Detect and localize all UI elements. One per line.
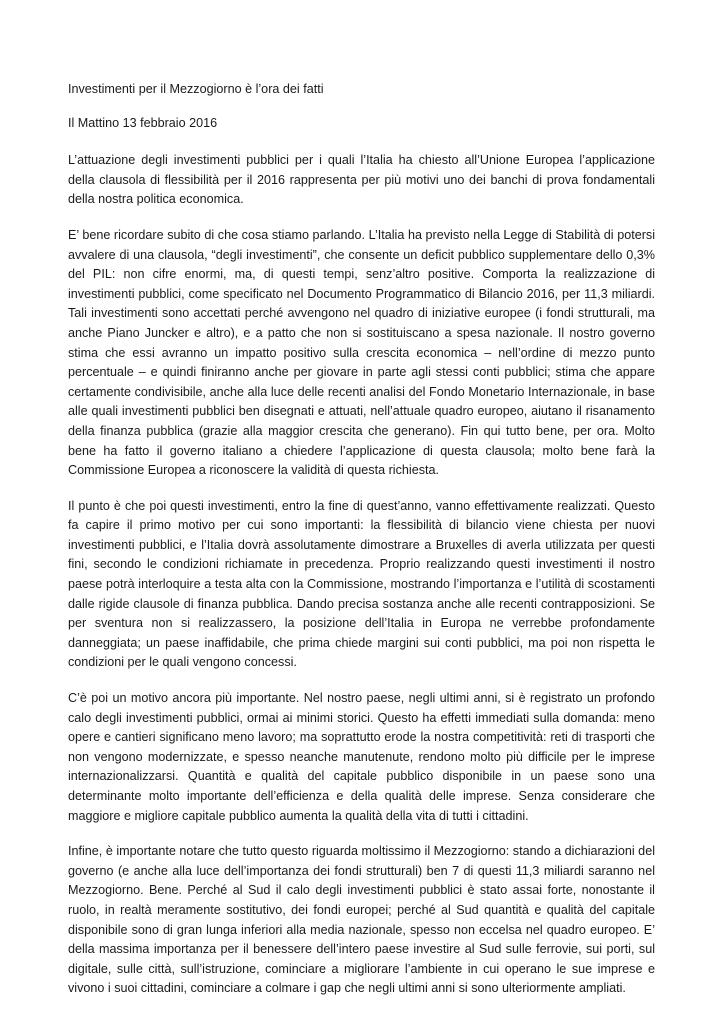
paragraph-3: Il punto è che poi questi investimenti, entro la fine di quest’anno, vanno effettivamente realizzati. Questo fa capire il primo motivo per cui sono importanti: la flessibilità di bilancio viene chiesta per nuovi investimenti pubblici, e l’Italia dovrà assolutamente dimostrare a Bruxelles di averla utilizzata per questi fini, secondo le condizioni richiamate in precedenza. Proprio realizzando questi investimenti il nostro paese potrà interloquire a testa alta con la Commissione, mostrando l’importanza e l’utilità di scostamenti dalle rigide clausole di finanza pubblica. Dando precisa sostanza anche alle recenti contrapposizioni. Se per sventura non si realizzassero, la posizione dell’Italia in Europa ne verrebbe profondamente danneggiata; un paese inaffidabile, che prima chiede margini sui conti pubblici, ma poi non rispetta le condizioni per le quali vengono concessi. <box>68 498 655 670</box>
article-title: Investimenti per il Mezzogiorno è l’ora dei fatti <box>68 82 324 96</box>
paragraph-2: E’ bene ricordare subito di che cosa stiamo parlando. L’Italia ha previsto nella Legge di Stabilità di potersi avvalere di una clausola, “degli investimenti”, che consente un deficit pubblico supplementare dello 0,3% del PIL: non cifre enormi, ma, di questi tempi, senz’altro positive. Comporta la realizzazione di investimenti pubblici, come specificato nel Documento Programmatico di Bilancio 2016, per 11,3 miliardi. Tali investimenti sono accettati perché avvengono nel quadro di iniziative europee (i fondi strutturali, ma anche Piano Juncker e altro), e a patto che non si sostituiscano a spesa nazionale. Il nostro governo stima che essi avranno un impatto positivo sulla crescita economica – nell’ordine di mezzo punto percentuale – e quindi finiranno anche per giovare in parte agli stessi conti pubblici; stima che appare certamente condivisibile, anche alla luce delle recenti analisi del Fondo Monetario Internazionale, in base alle quali investimenti pubblici ben disegnati e attuati, nell’attuale quadro europeo, aiutano il risanamento della finanza pubblica (grazie alla maggior crescita che generano). Fin qui tutto bene, per ora. Molto bene ha fatto il governo italiano a chiedere l’applicazione di questa clausola; molto bene farà la Commissione Europea a riconoscere la validità di questa richiesta. <box>68 227 655 478</box>
paragraph-5: Infine, è importante notare che tutto questo riguarda moltissimo il Mezzogiorno: stando a dichiarazioni del governo (e anche alla luce dell’importanza dei fondi strutturali) ben 7 di questi 11,3 miliardi saranno nel Mezzogiorno. Bene. Perché al Sud il calo degli investimenti pubblici è stato assai forte, nonostante il ruolo, in realtà meramente sostitutivo, dei fondi europei; perché al Sud quantità e qualità del capitale disponibile sono di gran lunga inferiori alla media nazionale, spesso non eccelsa nel quadro europeo. E’ della massima importanza per il benessere dell’intero paese investire al Sud sulle ferrovie, sui porti, sul digitale, sulle città, sull’istruzione, cominciare a migliorare l’ambiente in cui operano le sue imprese e vivono i suoi cittadini, cominciare a colmare i gap che negli ultimi anni si sono ulteriormente ampliati. <box>68 844 655 996</box>
paragraph-4: C’è poi un motivo ancora più importante. Nel nostro paese, negli ultimi anni, si è registrato un profondo calo degli investimenti pubblici, ormai ai minimi storici. Questo ha effetti immediati sulla domanda: meno opere e cantieri significano meno lavoro; ma soprattutto erode la nostra competitività: reti di trasporti che non vengono modernizzate, e spesso neanche manutenute, rendono molto più difficile per le imprese internazionalizzarsi. Quantità e qualità del capitale pubblico disponibile in un paese sono una determinante molto importante dell’efficienza e della qualità delle imprese. Senza considerare che maggiore e migliore capitale pubblico aumenta la qualità della vita di tutti i cittadini. <box>68 691 655 823</box>
paragraph-1: L’attuazione degli investimenti pubblici per i quali l’Italia ha chiesto all’Unione Europea l’applicazione della clausola di flessibilità per il 2016 rappresenta per più motivi uno dei banchi di prova fondamentali della nostra politica economica. <box>68 153 655 207</box>
article-source: Il Mattino 13 febbraio 2016 <box>68 115 218 130</box>
article-body <box>68 80 655 1015</box>
